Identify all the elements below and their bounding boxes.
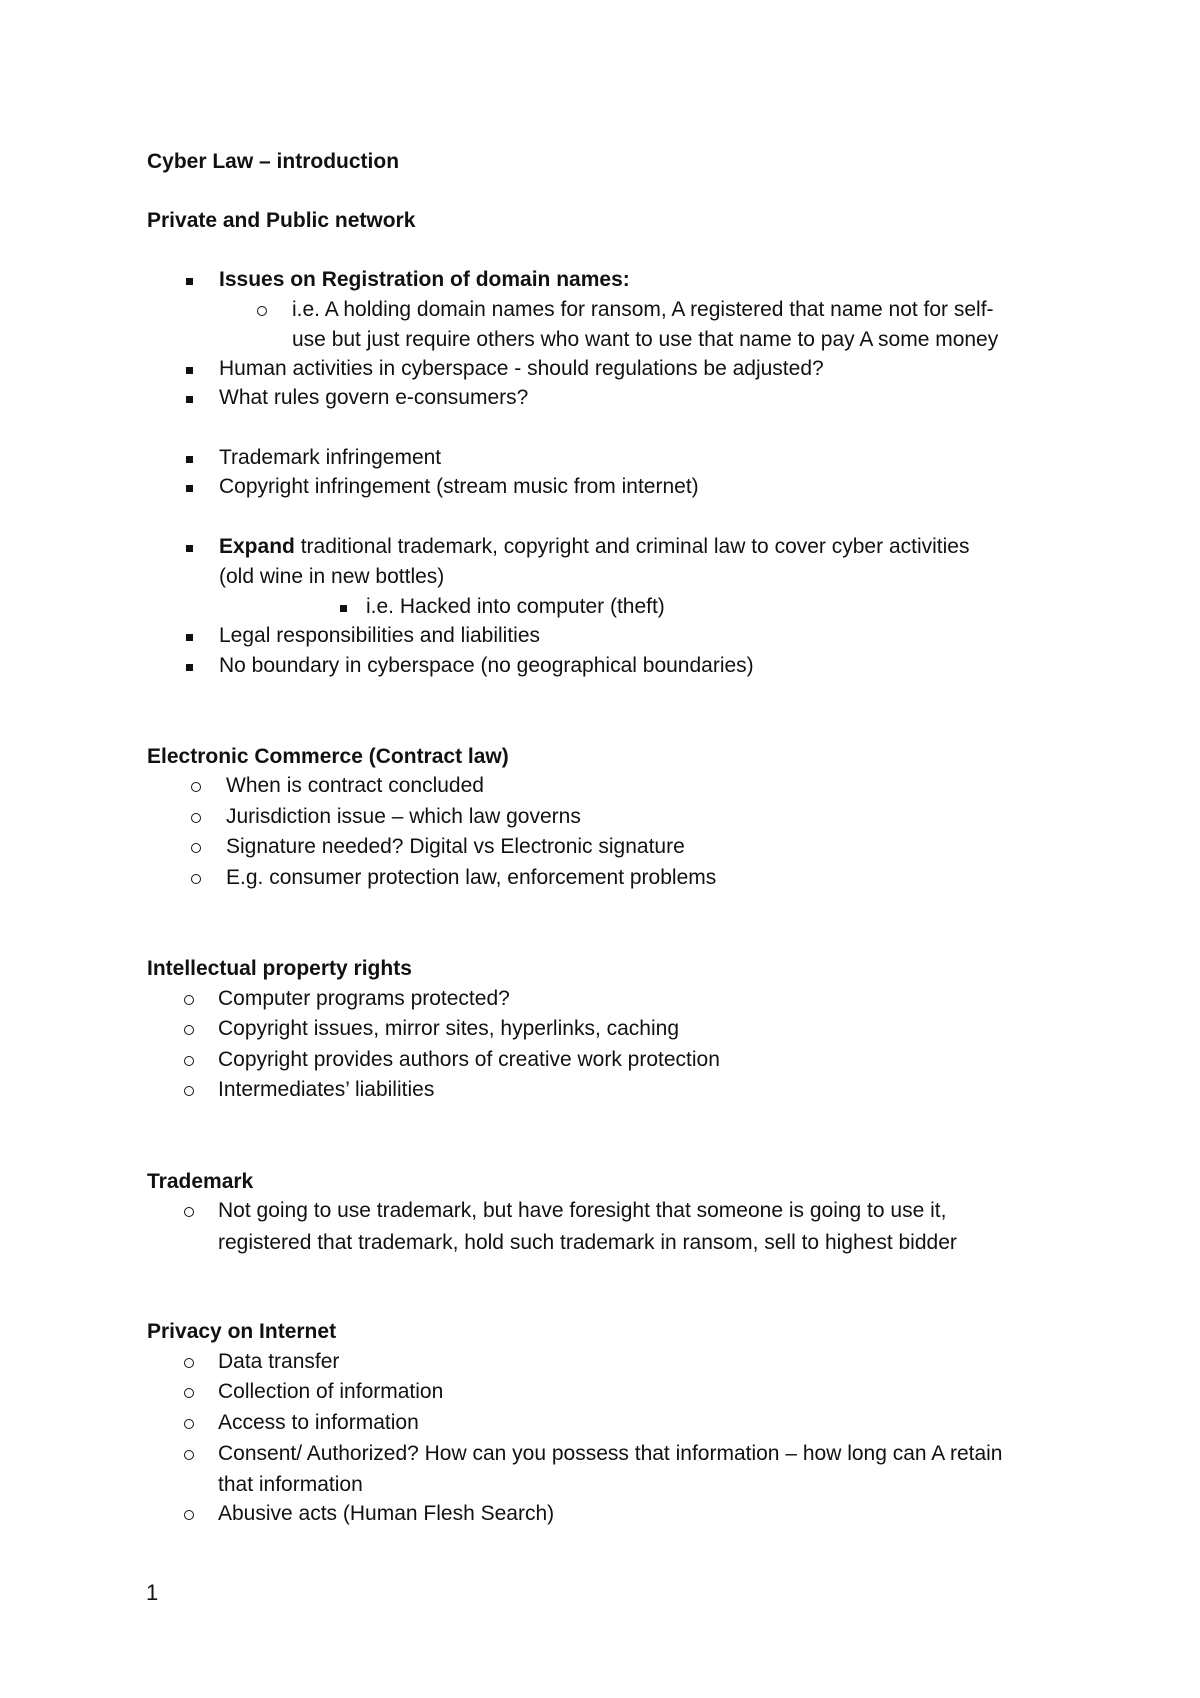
list-item-data-transfer: Data transfer xyxy=(218,1350,340,1373)
list-item-signature: Signature needed? Digital vs Electronic signature xyxy=(226,835,685,858)
list-item-consumer-protection: E.g. consumer protection law, enforcement problems xyxy=(226,866,717,889)
section-heading-networks: Private and Public network xyxy=(147,209,416,232)
circle-bullet-icon xyxy=(184,1025,194,1035)
list-item-contract-concluded: When is contract concluded xyxy=(226,774,484,797)
section-heading-e-commerce: Electronic Commerce (Contract law) xyxy=(147,745,509,768)
list-item-copyright-infringement: Copyright infringement (stream music from internet) xyxy=(219,475,699,498)
circle-bullet-icon xyxy=(184,1450,194,1460)
list-item-trademark-ransom-line2: registered that trademark, hold such trademark in ransom, sell to highest bidder xyxy=(218,1231,957,1254)
list-item-e-consumers: What rules govern e-consumers? xyxy=(219,386,529,409)
list-item-no-boundary: No boundary in cyberspace (no geographical boundaries) xyxy=(219,654,754,677)
circle-bullet-icon xyxy=(184,1419,194,1429)
list-item-trademark-ransom-line1: Not going to use trademark, but have foresight that someone is going to use it, xyxy=(218,1199,947,1222)
square-bullet-icon xyxy=(186,485,193,492)
emphasis-expand: Expand xyxy=(219,535,295,558)
sub-item-ransom-line2: use but just require others who want to use that name to pay A some money xyxy=(292,328,999,351)
list-item-copyright-authors: Copyright provides authors of creative work protection xyxy=(218,1048,720,1071)
circle-bullet-icon xyxy=(191,782,201,792)
square-bullet-icon xyxy=(186,634,193,641)
list-item-access: Access to information xyxy=(218,1411,419,1434)
circle-bullet-icon xyxy=(184,1056,194,1066)
section-heading-ip-rights: Intellectual property rights xyxy=(147,957,412,980)
document-title: Cyber Law – introduction xyxy=(147,150,400,173)
square-bullet-icon xyxy=(186,545,193,552)
list-item-legal-responsibilities: Legal responsibilities and liabilities xyxy=(219,624,541,647)
list-item-expand-line2: (old wine in new bottles) xyxy=(219,565,445,588)
page-number: 1 xyxy=(146,1580,159,1605)
square-bullet-icon xyxy=(186,367,193,374)
list-item-jurisdiction: Jurisdiction issue – which law governs xyxy=(226,805,581,828)
circle-bullet-icon xyxy=(184,1388,194,1398)
list-item-domain-registration: Issues on Registration of domain names: xyxy=(219,268,630,291)
list-item-consent-line2: that information xyxy=(218,1473,363,1496)
square-bullet-icon xyxy=(186,664,193,671)
circle-bullet-icon xyxy=(184,1207,194,1217)
circle-bullet-icon xyxy=(191,843,201,853)
circle-bullet-icon xyxy=(184,1510,194,1520)
circle-bullet-icon xyxy=(184,995,194,1005)
sub-item-hacked: i.e. Hacked into computer (theft) xyxy=(366,595,665,618)
list-item-consent-line1: Consent/ Authorized? How can you possess that information – how long can A retain xyxy=(218,1442,1003,1465)
list-item-computer-programs: Computer programs protected? xyxy=(218,987,510,1010)
sub-item-ransom-line1: i.e. A holding domain names for ransom, A registered that name not for self- xyxy=(292,298,994,321)
square-bullet-icon xyxy=(186,396,193,403)
circle-bullet-icon xyxy=(184,1358,194,1368)
circle-bullet-icon xyxy=(191,813,201,823)
section-heading-trademark: Trademark xyxy=(147,1170,254,1193)
list-item-copyright-issues: Copyright issues, mirror sites, hyperlinks, caching xyxy=(218,1017,679,1040)
list-item-expand-traditional-law xyxy=(219,532,969,562)
list-item-trademark-infringement: Trademark infringement xyxy=(219,446,442,469)
square-bullet-icon xyxy=(186,456,193,463)
section-heading-privacy: Privacy on Internet xyxy=(147,1320,337,1343)
expand-rest-text: traditional trademark, copyright and criminal law to cover cyber activities xyxy=(294,535,970,558)
square-bullet-icon xyxy=(186,278,193,285)
circle-bullet-icon xyxy=(184,1086,194,1096)
list-item-collection: Collection of information xyxy=(218,1380,444,1403)
list-item-intermediates: Intermediates’ liabilities xyxy=(218,1078,435,1101)
list-item-human-activities: Human activities in cyberspace - should regulations be adjusted? xyxy=(219,357,824,380)
square-bullet-icon xyxy=(340,605,347,612)
list-item-abusive-acts: Abusive acts (Human Flesh Search) xyxy=(218,1502,555,1525)
circle-bullet-icon xyxy=(257,306,267,316)
circle-bullet-icon xyxy=(191,874,201,884)
